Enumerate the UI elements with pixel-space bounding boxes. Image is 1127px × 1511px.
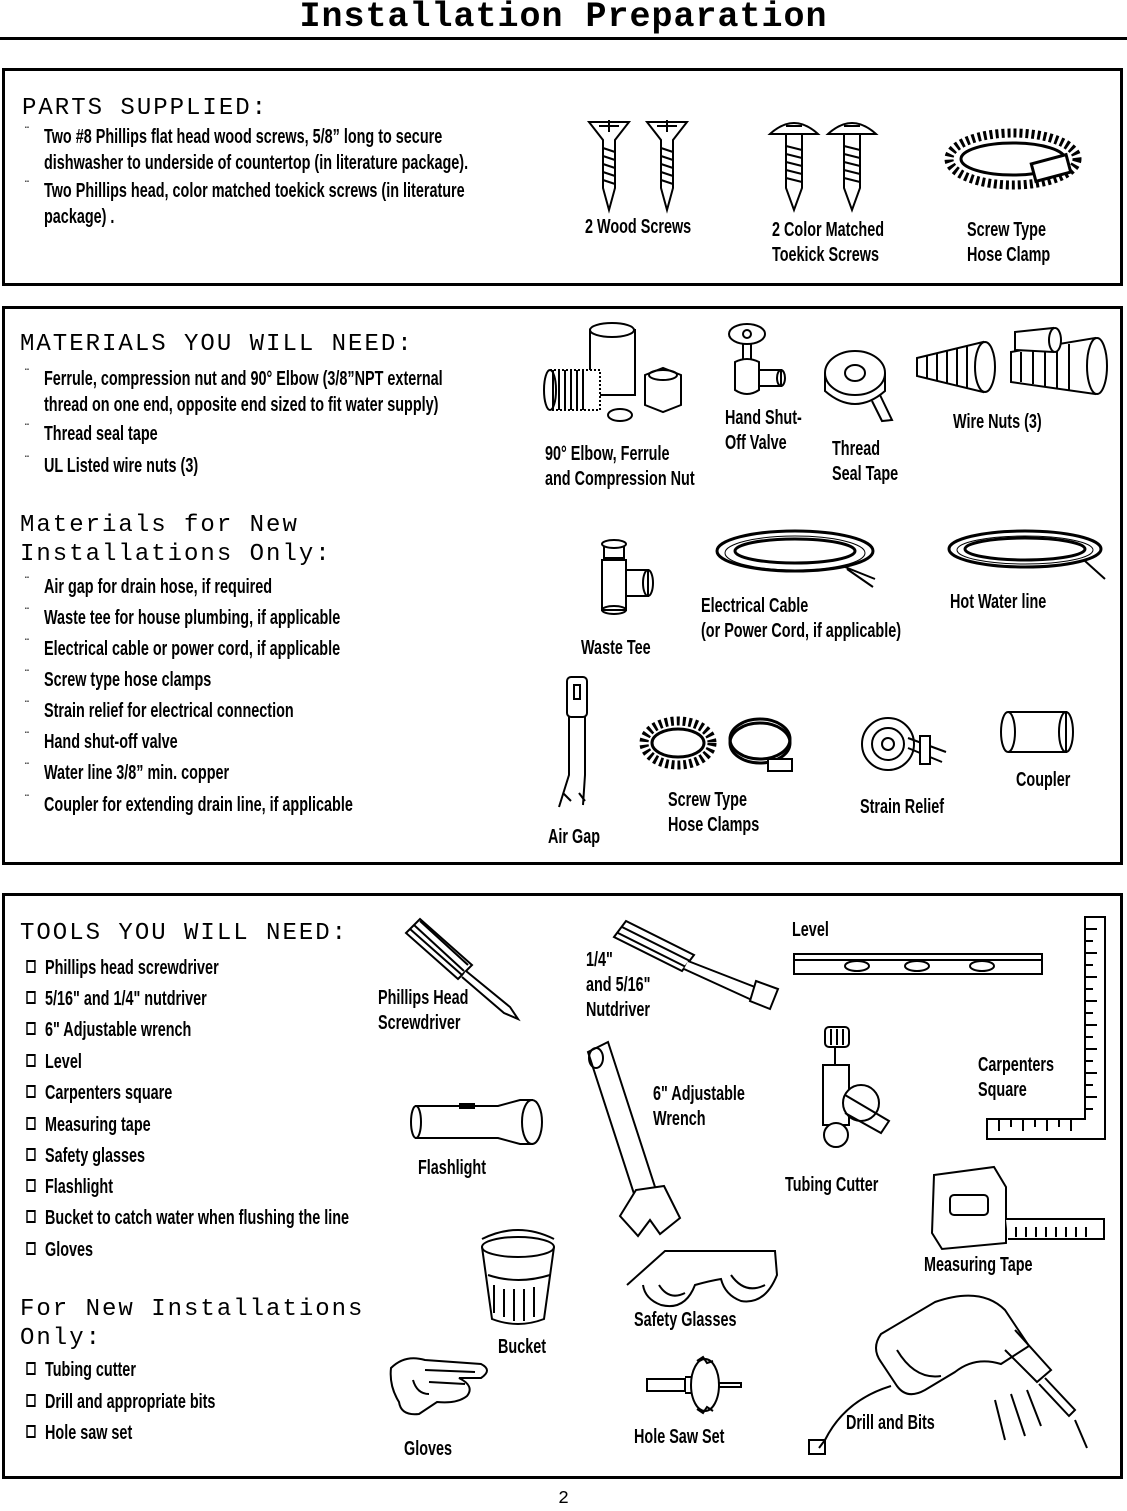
tools-item-4	[45, 1049, 82, 1075]
tools-item-10	[45, 1237, 93, 1263]
materials-new-item-3	[25, 635, 341, 662]
wire-nut-icon	[917, 342, 995, 392]
caption-air-gap	[548, 825, 600, 850]
caption-wood-screws	[585, 215, 691, 240]
caption-gloves	[404, 1437, 452, 1462]
item-text: Phillips head screwdriver	[45, 957, 219, 979]
caption-tubing-cutter	[785, 1173, 878, 1198]
hose-clamps-illustration	[640, 713, 800, 778]
wood-screw-icon	[647, 120, 687, 210]
caption-bucket	[498, 1335, 546, 1360]
hose-clamp-icon	[730, 719, 792, 771]
item-text: Hand shut-off valve	[44, 731, 178, 753]
materials-item-2	[25, 420, 158, 447]
caption-line: Screw Type	[668, 789, 747, 811]
tools-item-8	[45, 1174, 113, 1200]
tools-item-6	[45, 1112, 151, 1138]
caption-line: and Compression Nut	[545, 468, 695, 490]
caption-line: and 5/16"	[586, 974, 651, 996]
parts-item-1	[25, 123, 469, 176]
caption-line: Hole Saw Set	[634, 1426, 725, 1448]
caption-safety-glasses	[634, 1308, 736, 1333]
caption-toekick-screws	[772, 218, 884, 268]
tools-heading: TOOLS YOU WILL NEED:	[20, 920, 349, 947]
bullet-mark: ¨	[25, 573, 31, 589]
thread-seal-tape-icon	[820, 345, 895, 425]
item-text: Water line 3/8” min. copper	[44, 762, 230, 784]
caption-line: 1/4"	[586, 949, 613, 971]
item-text: Gloves	[45, 1239, 94, 1261]
caption-line: Hand Shut-	[725, 407, 802, 429]
measuring-tape-icon	[928, 1163, 1113, 1255]
materials-item-3-line-1: UL Listed wire nuts (3)	[44, 455, 199, 477]
caption-valve	[725, 406, 802, 456]
page-title: Installation Preparation	[299, 0, 828, 37]
safety-glasses-icon	[625, 1245, 785, 1315]
materials-item-1-line-2: thread on one end, opposite end sized to fit water supply)	[44, 394, 439, 416]
checkbox-icon[interactable]	[26, 1022, 35, 1035]
item-text: Strain relief for electrical connection	[44, 700, 294, 722]
gloves-icon	[385, 1350, 495, 1425]
materials-item-3	[25, 452, 199, 479]
parts-item-2	[25, 177, 465, 230]
materials-new-item-6	[25, 728, 178, 755]
checkbox-icon[interactable]	[26, 1148, 35, 1161]
materials-item-2-line-1: Thread seal tape	[44, 423, 158, 445]
caption-line: Drill and Bits	[846, 1412, 935, 1434]
hot-water-line-icon	[945, 527, 1110, 587]
elbow-icon	[544, 323, 635, 410]
caption-wire-nuts	[953, 410, 1042, 435]
tools-item-1	[45, 955, 219, 981]
bullet-mark: ¨	[25, 420, 31, 436]
wire-nuts-illustration	[915, 328, 1110, 413]
item-text: Safety glasses	[45, 1145, 146, 1167]
bullet-mark: ¨	[25, 123, 31, 139]
caption-line: Wrench	[653, 1108, 706, 1130]
carpenters-square-icon	[985, 915, 1110, 1140]
item-text: Air gap for drain hose, if required	[44, 576, 273, 598]
materials-item-1	[25, 365, 443, 418]
toekick-screw-icon	[828, 123, 876, 210]
tools-item-5	[45, 1080, 172, 1106]
heading-line: For New Installations	[20, 1296, 365, 1323]
toekick-screw-icon	[770, 123, 818, 210]
wood-screws-illustration	[585, 118, 695, 213]
bullet-mark: ¨	[25, 604, 31, 620]
caption-elbow	[545, 442, 695, 492]
wire-nut-icon	[1015, 328, 1061, 352]
caption-line: Bucket	[498, 1336, 547, 1358]
adjustable-wrench-icon	[580, 1040, 690, 1240]
bullet-mark: ¨	[25, 452, 31, 468]
parts-item-1-line-2: dishwasher to underside of countertop (in literature package).	[44, 152, 469, 174]
caption-line: 2 Color Matched	[772, 219, 885, 241]
page-number: 2	[558, 1489, 569, 1509]
caption-line: Electrical Cable	[701, 595, 809, 617]
caption-flashlight	[418, 1156, 486, 1181]
caption-line: Carpenters	[978, 1054, 1055, 1076]
checkbox-icon[interactable]	[26, 1362, 35, 1375]
compression-nut-icon	[645, 368, 681, 412]
bullet-mark: ¨	[25, 759, 31, 775]
title-rule	[0, 37, 1127, 40]
parts-item-2-line-1: Two Phillips head, color matched toekick screws (in literature	[44, 180, 465, 202]
checkbox-icon[interactable]	[26, 1425, 35, 1438]
materials-new-item-1	[25, 573, 273, 600]
caption-line: Hose Clamp	[967, 244, 1051, 266]
caption-clamps	[668, 788, 759, 838]
shutoff-valve-icon	[725, 320, 790, 405]
tubing-cutter-icon	[805, 1025, 895, 1165]
tools-item-7	[45, 1143, 145, 1169]
bucket-icon	[478, 1227, 558, 1332]
electrical-cable-icon	[715, 527, 890, 597]
caption-line: 90° Elbow, Ferrule	[545, 443, 670, 465]
elbow-ferrule-nut-illustration	[545, 320, 695, 430]
coupler-icon	[998, 708, 1078, 758]
tools-new-heading	[20, 1295, 364, 1353]
hose-clamp-icon	[644, 721, 712, 765]
tools-item-9	[45, 1205, 349, 1231]
item-text: Bucket to catch water when flushing the line	[45, 1207, 350, 1229]
item-text: Level	[45, 1051, 82, 1073]
item-text: Waste tee for house plumbing, if applicable	[44, 607, 341, 629]
tools-new-item-1	[45, 1357, 136, 1383]
caption-square	[978, 1053, 1054, 1103]
caption-line: (or Power Cord, if applicable)	[701, 620, 902, 642]
item-text: Carpenters square	[45, 1082, 173, 1104]
caption-line: Air Gap	[548, 826, 601, 848]
caption-line: Toekick Screws	[772, 244, 879, 266]
bullet-mark: ¨	[25, 728, 31, 744]
bullet-mark: ¨	[25, 177, 31, 193]
tools-item-2	[45, 986, 207, 1012]
hose-clamp-icon	[945, 125, 1085, 195]
bullet-mark: ¨	[25, 635, 31, 651]
caption-line: Off Valve	[725, 432, 787, 454]
caption-hose-clamp	[967, 218, 1050, 268]
caption-line: Waste Tee	[581, 637, 651, 659]
caption-line: Coupler	[1016, 769, 1071, 791]
tools-new-item-3	[45, 1420, 132, 1446]
checkbox-icon[interactable]	[26, 1242, 35, 1255]
item-text: 6" Adjustable wrench	[45, 1019, 192, 1041]
checkbox-icon[interactable]	[26, 1054, 35, 1067]
checkbox-icon[interactable]	[26, 1394, 35, 1407]
bullet-mark: ¨	[25, 791, 31, 807]
item-text: Coupler for extending drain line, if applicable	[44, 794, 353, 816]
item-text: 5/16" and 1/4" nutdriver	[45, 988, 207, 1010]
caption-line: Flashlight	[418, 1157, 487, 1179]
caption-line: Hose Clamps	[668, 814, 760, 836]
caption-strain-relief	[860, 795, 944, 820]
materials-heading: MATERIALS YOU WILL NEED:	[20, 331, 414, 358]
ferrule-icon	[608, 409, 632, 421]
parts-item-1-line-1: Two #8 Phillips flat head wood screws, 5/8” long to secure	[44, 126, 443, 148]
caption-line: Screw Type	[967, 219, 1046, 241]
wood-screw-icon	[589, 120, 629, 210]
heading-line: Materials for New	[20, 512, 299, 539]
materials-new-item-5	[25, 697, 294, 724]
caption-wrench	[653, 1082, 745, 1132]
caption-line: Measuring Tape	[924, 1254, 1033, 1276]
tools-new-item-2	[45, 1389, 215, 1415]
bullet-mark: ¨	[25, 666, 31, 682]
item-text: Hole saw set	[45, 1422, 133, 1444]
checkbox-icon[interactable]	[26, 1117, 35, 1130]
caption-line: Seal Tape	[832, 463, 899, 485]
checkbox-icon[interactable]	[26, 1085, 35, 1098]
caption-screwdriver	[378, 986, 468, 1036]
parts-heading: PARTS SUPPLIED:	[22, 95, 269, 122]
checkbox-icon[interactable]	[26, 991, 35, 1004]
tools-item-3	[45, 1017, 191, 1043]
item-text: Tubing cutter	[45, 1359, 136, 1381]
materials-new-item-7	[25, 759, 230, 786]
item-text: Screw type hose clamps	[44, 669, 212, 691]
caption-line: Tubing Cutter	[785, 1174, 879, 1196]
bullet-mark: ¨	[25, 697, 31, 713]
caption-measuring-tape	[924, 1253, 1033, 1278]
caption-cable	[701, 594, 901, 644]
heading-line: Only:	[20, 1325, 103, 1352]
waste-tee-icon	[598, 538, 663, 618]
caption-line: 2 Wood Screws	[585, 216, 692, 238]
item-text: Measuring tape	[45, 1114, 151, 1136]
caption-hot-water	[950, 590, 1046, 615]
materials-new-heading	[20, 511, 332, 569]
caption-line: Hot Water line	[950, 591, 1047, 613]
caption-drill	[846, 1411, 935, 1436]
toekick-screws-illustration	[768, 118, 883, 213]
caption-line: Thread	[832, 438, 881, 460]
caption-line: Square	[978, 1079, 1027, 1101]
caption-tape	[832, 437, 898, 487]
item-text: Drill and appropriate bits	[45, 1391, 216, 1413]
materials-new-item-4	[25, 666, 212, 693]
caption-line: Wire Nuts (3)	[953, 411, 1042, 433]
caption-line: 6" Adjustable	[653, 1083, 745, 1105]
materials-new-item-2	[25, 604, 341, 631]
item-text: Electrical cable or power cord, if applicable	[44, 638, 341, 660]
caption-line: Level	[792, 919, 829, 941]
caption-coupler	[1016, 768, 1070, 793]
materials-item-1-line-1: Ferrule, compression nut and 90° Elbow (3/8”NPT external	[44, 368, 443, 390]
caption-line: Screwdriver	[378, 1012, 461, 1034]
caption-waste-tee	[581, 636, 651, 661]
checkbox-icon[interactable]	[26, 1210, 35, 1223]
flashlight-icon	[408, 1098, 548, 1148]
air-gap-icon	[553, 675, 598, 810]
caption-line: Strain Relief	[860, 796, 945, 818]
strain-relief-icon	[858, 708, 953, 783]
materials-new-item-8	[25, 791, 353, 818]
caption-line: Gloves	[404, 1438, 453, 1460]
caption-line: Nutdriver	[586, 999, 651, 1021]
parts-item-2-line-2: package) .	[44, 206, 115, 228]
checkbox-icon[interactable]	[26, 960, 35, 973]
item-text: Flashlight	[45, 1176, 114, 1198]
caption-line: Safety Glasses	[634, 1309, 737, 1331]
caption-hole-saw	[634, 1425, 724, 1450]
caption-line: Phillips Head	[378, 987, 469, 1009]
checkbox-icon[interactable]	[26, 1179, 35, 1192]
caption-nutdriver	[586, 948, 650, 1023]
hole-saw-icon	[645, 1355, 745, 1415]
caption-level	[792, 918, 829, 943]
bullet-mark: ¨	[25, 365, 31, 381]
heading-line: Installations Only:	[20, 541, 332, 568]
